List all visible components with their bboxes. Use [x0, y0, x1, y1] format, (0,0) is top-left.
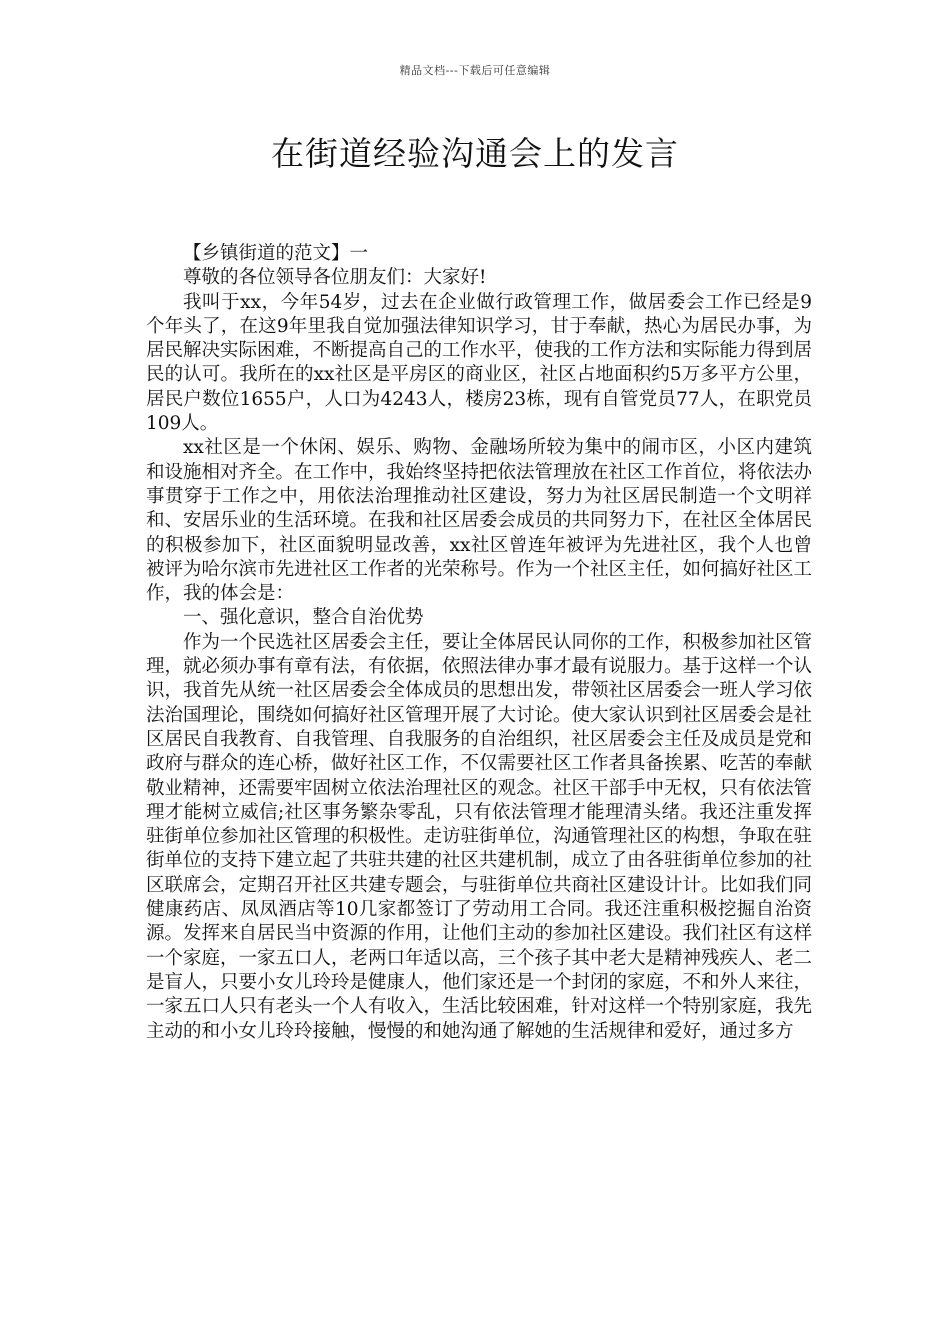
paragraph-greeting: 尊敬的各位领导各位朋友们：大家好!: [183, 267, 487, 289]
paragraph-community-overview: xx社区是一个休闲、娱乐、购物、金融场所较为集中的闹市区，小区内建筑和设施相对齐全。在工作中，我始终坚持把依法管理放在社区工作首位，将依法办事贯穿于工作之中，用依法治理推动社区建设，努力为社区居民制造一个文明祥和、安居乐业的生活环境。在我和社区居委会成员的共同努力下，在社区全体居民的积极参加下，社区面貌明显改善，xx社区曾连年被评为先进社区，我个人也曾被评为哈尔滨市先进社区工作者的光荣称号。作为一个社区主任，如何搞好社区工作，我的体会是：: [146, 437, 813, 605]
section-heading-1: 一、强化意识，整合自治优势: [183, 607, 424, 629]
paragraph-section-1-body: 作为一个民选社区居委会主任，要让全体居民认同你的工作，积极参加社区管理，就必须办事有章有法，有依据，依照法律办事才最有说服力。基于这样一个认识，我首先从统一社区居委会全体成员的思想出发，带领社区居委会一班人学习依法治国理论，围绕如何搞好社区管理开展了大讨论。使大家认识到社区居委会是社区居民自我教育、自我管理、自我服务的自治组织，社区居委会主任及成员是党和政府与群众的连心桥，做好社区工作，不仅需要社区工作者具备挨累、吃苦的奉献敬业精神，还需要牢固树立依法治理社区的观念。社区干部手中无权，只有依法管理才能树立威信;社区事务繁杂零乱，只有依法管理才能理清头绪。我还注重发挥驻街单位参加社区管理的积极性。走访驻街单位，沟通管理社区的构想，争取在驻街单位的支持下建立起了共驻共建的社区共建机制，成立了由各驻街单位参加的社区联席会，定期召开社区共建专题会，与驻街单位共商社区建设计计。比如我们同健康药店、凤凤酒店等10几家都签订了劳动用工合同。我还注重积极挖掘自治资源。发挥来自居民当中资源的作用，让他们主动的参加社区建设。我们社区有这样一个家庭，一家五口人，老两口年适以高，三个孩子其中老大是精神残疾人、老二是盲人，只要小女儿玲玲是健康人，他们家还是一个封闭的家庭，不和外人来往，一家五口人只有老头一个人有收入，生活比较困难，针对这样一个特别家庭，我先主动的和小女儿玲玲接触，慢慢的和她沟通了解她的生活规律和爱好，通过多方: [146, 631, 813, 1042]
document-title: 在街道经验沟通会上的发言: [271, 134, 679, 173]
paragraph-series-heading: 【乡镇街道的范文】一: [183, 243, 369, 264]
page-header-note: 精品文档---下载后可任意编辑: [399, 64, 551, 77]
document-body: [146, 242, 812, 1044]
paragraph-self-introduction: 我叫于xx，今年54岁，过去在企业做行政管理工作，做居委会工作已经是9个年头了，在这9年里我自觉加强法律知识学习，甘于奉献，热心为居民办事，为居民解决实际困难，不断提高自己的工作水平，使我的工作方法和实际能力得到居民的认可。我所在的xx社区是平房区的商业区，社区占地面积约5万多平方公里，居民户数位1655户，人口为4243人，楼房23栋，现有自管党员77人，在职党员109人。: [146, 291, 813, 435]
